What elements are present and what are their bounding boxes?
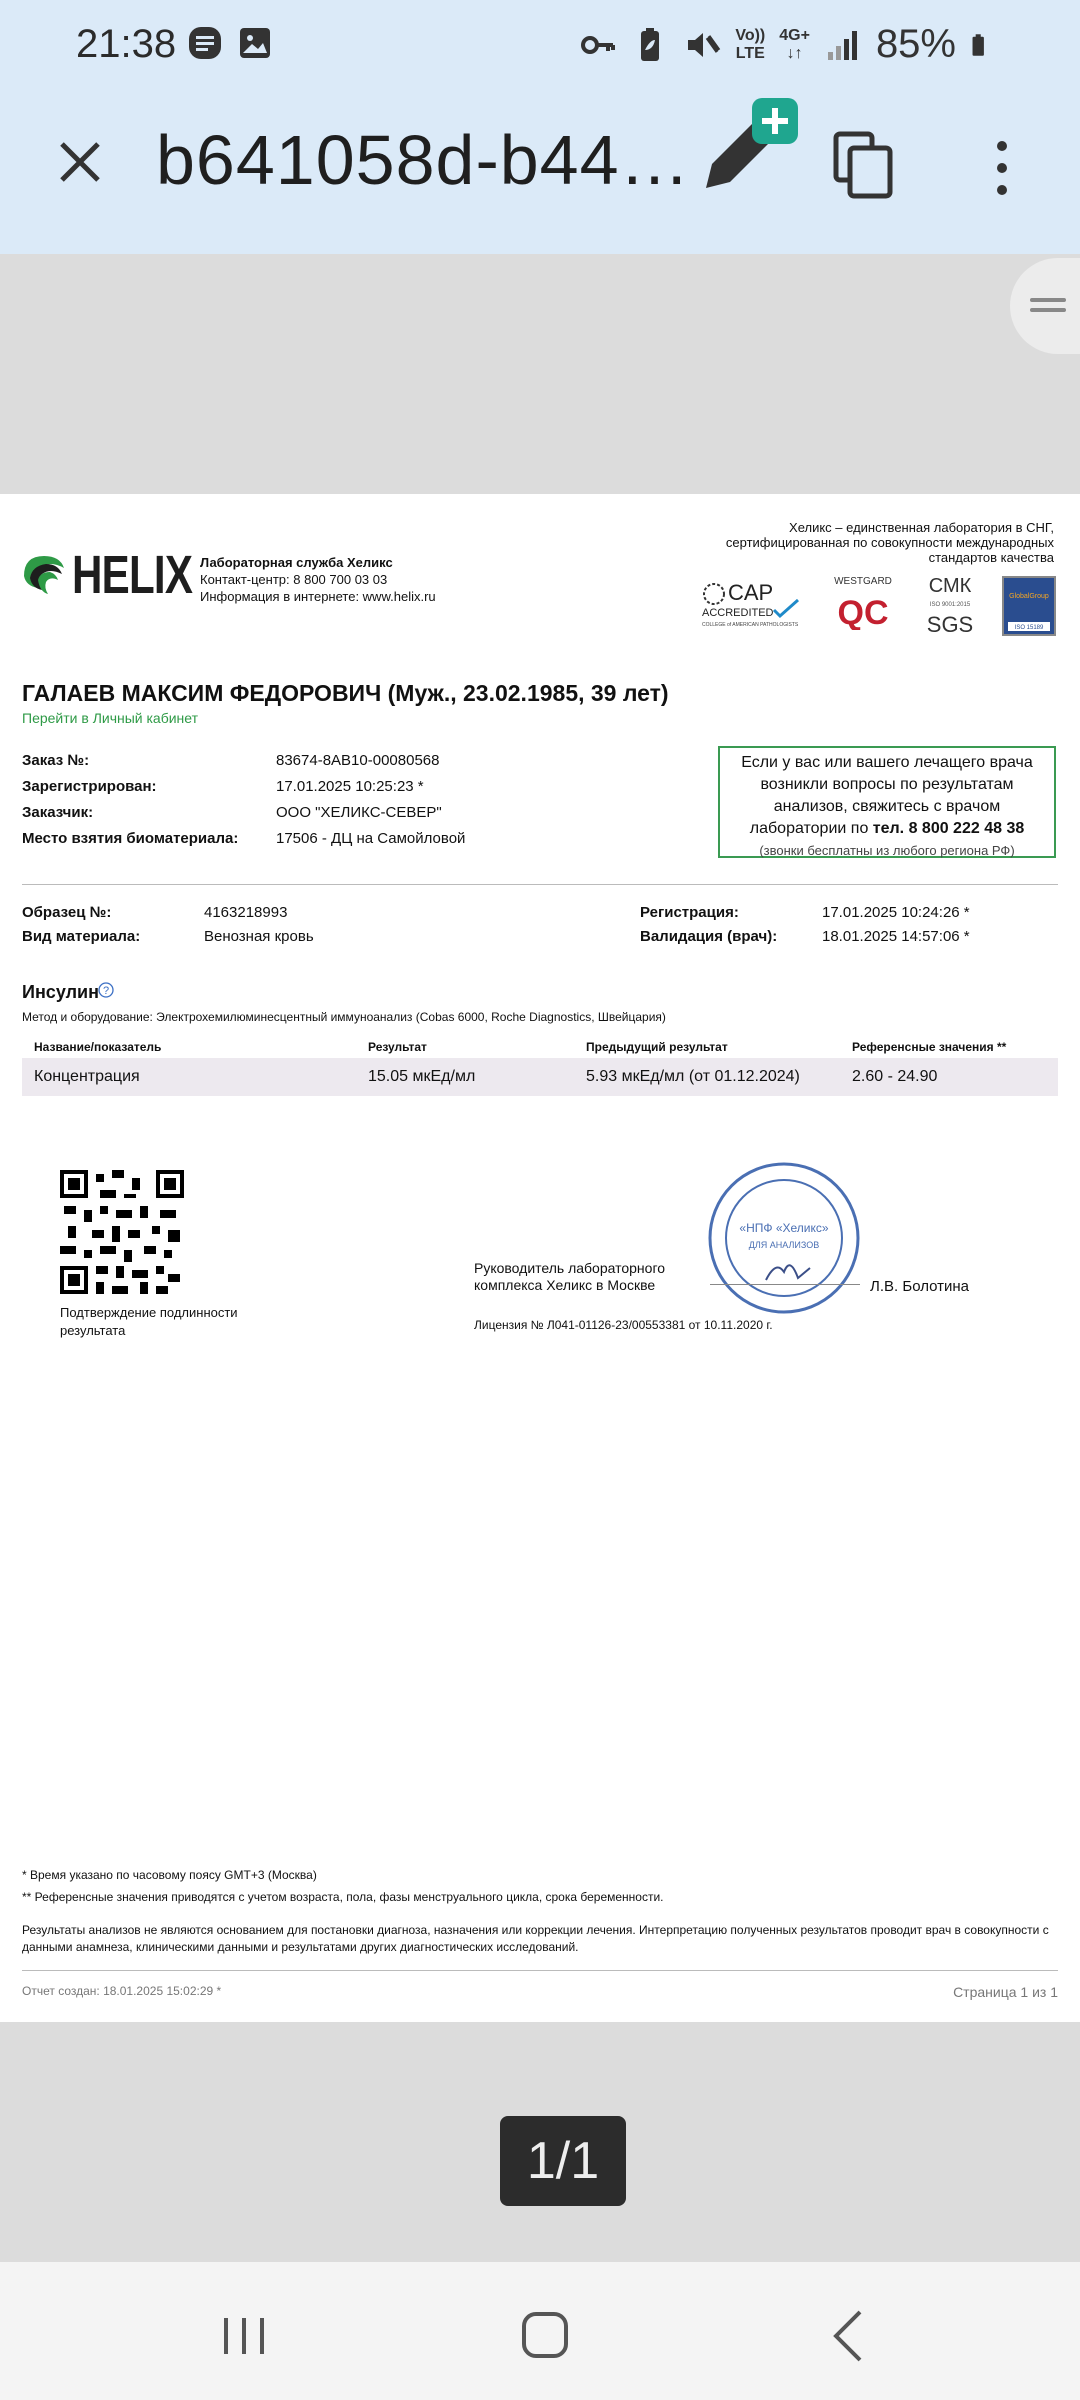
license-text: Лицензия № Л041-01126-23/00553381 от 10.11.2020 г.	[474, 1318, 773, 1332]
svg-text:?: ?	[102, 985, 110, 997]
svg-text:ISO 15189: ISO 15189	[1014, 625, 1044, 631]
validation-value: 18.01.2025 14:57:06 *	[822, 928, 970, 945]
iso-15189-logo	[1002, 576, 1056, 636]
recents-icon[interactable]	[220, 2312, 268, 2360]
network-type: 4G+ ↓↑	[779, 26, 810, 62]
qr-caption: Подтверждение подлинности результата	[60, 1305, 238, 1338]
edit-icon[interactable]	[700, 96, 804, 200]
stamp-icon	[706, 1160, 862, 1316]
head-title: Руководитель лабораторного комплекса Хеликс в Москве	[474, 1260, 666, 1293]
messages-icon	[186, 24, 224, 62]
disclaimer: Результаты анализов не являются основанием для постановки диагноза, назначения или коррекции лечения. Интерпретацию полученных результатов проводит врач в совокупности с данными анамнеза, клиническими данными и результатами других диагностических исследований.	[22, 1923, 1049, 1954]
svg-text:WESTGARD: WESTGARD	[834, 576, 892, 587]
svg-text:QC: QC	[837, 594, 889, 630]
col-header-name: Название/показатель	[34, 1040, 162, 1054]
divider	[22, 884, 1058, 885]
cell-previous: 5.93 мкЕд/мл (от 01.12.2024)	[586, 1068, 800, 1085]
cell-reference: 2.60 - 24.90	[852, 1068, 938, 1085]
sample-number-label: Образец №:	[22, 904, 112, 921]
status-right-icons	[579, 22, 994, 67]
col-header-result: Результат	[368, 1040, 427, 1054]
customer-value: ООО "ХЕЛИКС-СЕВЕР"	[276, 804, 442, 821]
registration-value: 17.01.2025 10:24:26 *	[822, 904, 970, 921]
back-icon[interactable]	[828, 2308, 868, 2364]
svg-text:СМК: СМК	[928, 575, 972, 597]
document-title: b641058d-b44…	[156, 121, 691, 199]
smk-sgs-logo	[920, 574, 980, 640]
order-value: 83674-8AB10-00080568	[276, 752, 440, 769]
help-icon[interactable]	[98, 982, 114, 998]
svg-text:CAP: CAP	[728, 580, 774, 605]
westgard-qc-logo	[830, 574, 896, 630]
status-time: 21:38	[76, 22, 177, 66]
helix-logo-icon	[20, 550, 68, 602]
svg-text:GlobalGroup: GlobalGroup	[1009, 593, 1049, 600]
footer-divider	[22, 1970, 1058, 1971]
registered-value: 17.01.2025 10:25:23 *	[276, 778, 424, 795]
close-icon[interactable]	[48, 130, 112, 194]
battery-icon	[970, 26, 994, 64]
cell-result: 15.05 мкЕд/мл	[368, 1068, 476, 1085]
footnote-time: * Время указано по часовому поясу GMT+3 (Москва)	[22, 1868, 317, 1882]
registration-label: Регистрация:	[640, 904, 739, 921]
svg-text:ДЛЯ АНАЛИЗОВ: ДЛЯ АНАЛИЗОВ	[748, 1240, 820, 1250]
report-created: Отчет создан: 18.01.2025 15:02:29 *	[22, 1984, 222, 1998]
copy-icon[interactable]	[832, 130, 896, 200]
doctor-contact-note: Если у вас или вашего лечащего врача возникли вопросы по результатам анализов, свяжитесь с врачом лаборатории по тел. 8 800 222 48 38 (звонки бесплатны из любого региона РФ)	[718, 746, 1056, 858]
patient-name: ГАЛАЕВ МАКСИМ ФЕДОРОВИЧ (Муж., 23.02.1985, 39 лет)	[22, 680, 669, 706]
helix-logo-text: HELIX	[72, 545, 193, 605]
test-title: Инсулин	[22, 982, 99, 1002]
network-voLTE: Vo)) LTE	[735, 26, 766, 62]
validation-label: Валидация (врач):	[640, 928, 778, 945]
home-icon[interactable]	[520, 2310, 570, 2360]
pdf-page	[0, 494, 1080, 2022]
svg-text:COLLEGE of AMERICAN PATHOLOGIS: COLLEGE of AMERICAN PATHOLOGISTS	[702, 622, 799, 628]
qr-code[interactable]	[60, 1170, 184, 1294]
top-bar	[0, 0, 1080, 254]
customer-label: Заказчик:	[22, 804, 94, 821]
vpn-key-icon	[579, 26, 617, 64]
col-header-reference: Референсные значения **	[852, 1040, 1007, 1054]
signal-icon	[824, 26, 862, 64]
test-method: Метод и оборудование: Электрохемилюминесцентный иммуноанализ (Cobas 6000, Roche Diagnostics, Швейцария)	[22, 1010, 666, 1024]
battery-saver-icon	[631, 26, 669, 64]
order-label: Заказ №:	[22, 752, 90, 769]
page-indicator: 1/1	[500, 2116, 626, 2206]
cell-name: Концентрация	[34, 1068, 140, 1085]
registered-label: Зарегистрирован:	[22, 778, 157, 795]
mute-icon	[683, 26, 721, 64]
lab-info: Лабораторная служба Хеликс Контакт-центр: 8 800 700 03 03 Информация в интернете: www.helix.ru	[200, 555, 436, 604]
sampling-place-label: Место взятия биоматериала:	[22, 830, 239, 847]
footnote-reference: ** Референсные значения приводятся с учетом возраста, пола, фазы менструального цикла, срока беременности.	[22, 1890, 664, 1904]
sample-number-value: 4163218993	[204, 904, 288, 921]
svg-text:«НПФ «Хеликс»: «НПФ «Хеликс»	[739, 1221, 829, 1235]
signature-line	[710, 1284, 860, 1285]
svg-text:SGS: SGS	[926, 612, 974, 637]
scroll-handle[interactable]	[1010, 258, 1080, 354]
svg-text:ACCREDITED: ACCREDITED	[702, 607, 774, 619]
more-icon[interactable]	[978, 138, 1026, 198]
battery-percent: 85%	[875, 22, 956, 66]
svg-text:ISO 9001:2015: ISO 9001:2015	[929, 602, 971, 608]
certification-text: Хеликс – единственная лаборатория в СНГ, сертифицированная по совокупности международных стандартов качества	[725, 520, 1054, 565]
navigation-bar	[0, 2262, 1080, 2400]
gallery-icon	[236, 24, 274, 62]
cap-accredited-logo	[700, 578, 810, 628]
material-label: Вид материала:	[22, 928, 141, 945]
page-counter: Страница 1 из 1	[953, 1984, 1058, 2000]
personal-cabinet-link[interactable]: Перейти в Личный кабинет	[22, 710, 199, 726]
sampling-place-value: 17506 - ДЦ на Самойловой	[276, 830, 466, 847]
material-value: Венозная кровь	[204, 928, 314, 945]
head-name: Л.В. Болотина	[870, 1278, 970, 1295]
status-left-icons	[186, 24, 274, 62]
col-header-previous: Предыдущий результат	[586, 1040, 728, 1054]
